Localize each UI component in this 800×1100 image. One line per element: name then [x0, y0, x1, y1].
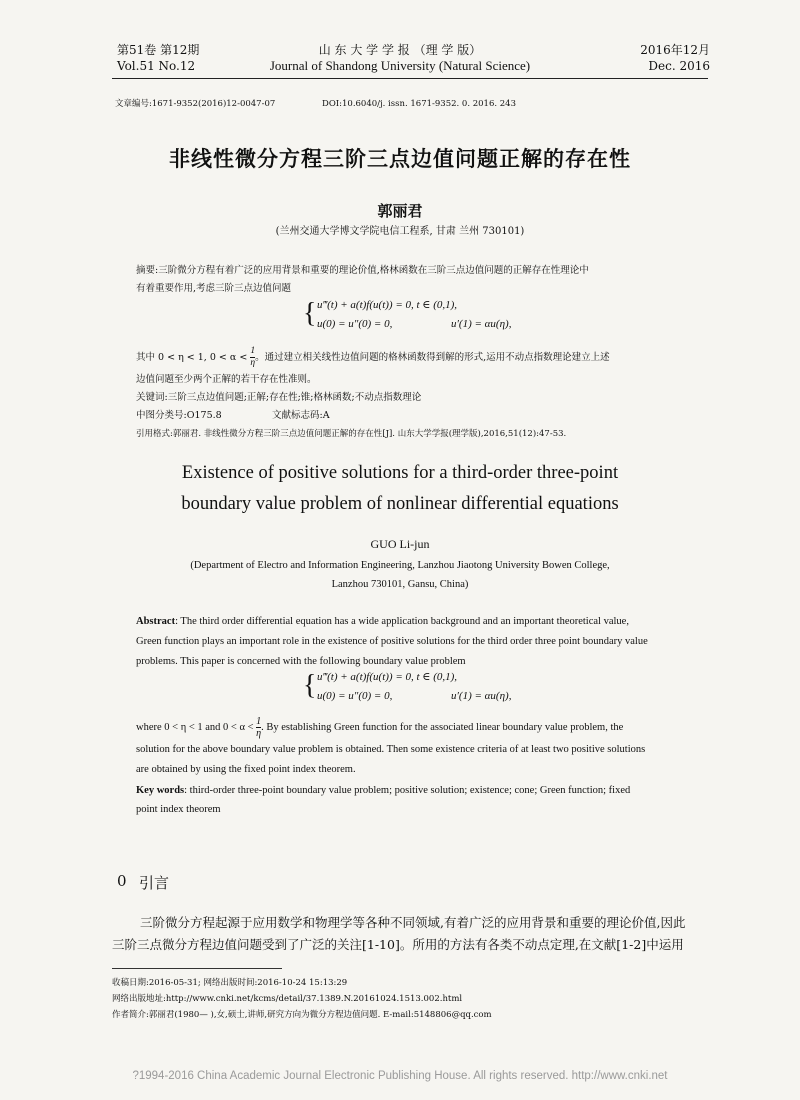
- affiliation-cn: (兰州交通大学博文学院电信工程系, 甘肃 兰州 730101): [275, 226, 525, 237]
- article-number: 文章编号:1671-9352(2016)12-0047-07: [115, 99, 276, 109]
- journal-name-en: Journal of Shandong University (Natural Science): [269, 58, 531, 73]
- footnote-author-bio: 作者简介:郭丽君(1980— ),女,硕士,讲师,研究方向为微分方程边值问题. E-mail:5148806@qq.com: [112, 1010, 492, 1020]
- journal-date-cn: 2016年12月: [640, 43, 710, 57]
- keywords-en-label: Key words: [136, 785, 185, 796]
- footnote-online-address: 网络出版地址:http://www.cnki.net/kcms/detail/37.1389.N.20161024.1513.002.html: [112, 994, 463, 1004]
- equation-line-2a: u(0) = u″(0) = 0,: [317, 318, 393, 330]
- keywords-en-line-2: point index theorem: [136, 804, 221, 815]
- header-rule: [112, 78, 708, 79]
- affiliation-en-line-1: (Department of Electro and Information Engineering, Lanzhou Jiaotong University Bowen College,: [190, 560, 610, 571]
- journal-volume-cn: 第51卷 第12期: [117, 43, 200, 57]
- equation-en-line-2a: u(0) = u″(0) = 0,: [317, 690, 393, 702]
- intro-line-1: 三阶微分方程起源于应用数学和物理学等各种不同领域,有着广泛的应用背景和重要的理论价值,因此: [140, 915, 686, 930]
- equation-line-2b: u′(1) = αu(η),: [451, 318, 512, 330]
- footnote-rule: [112, 968, 282, 969]
- section-number: 0: [117, 872, 127, 890]
- footnote-received: 收稿日期:2016-05-31; 网络出版时间:2016-10-24 15:13:29: [112, 978, 348, 988]
- equation-line-1: u‴(t) + a(t)f(u(t)) = 0, t ∈ (0,1),: [317, 299, 458, 311]
- author-en: GUO Li-jun: [370, 537, 430, 551]
- keywords-cn: 关键词:三阶三点边值问题;正解;存在性;锥;格林函数;不动点指数理论: [136, 392, 422, 403]
- journal-name-cn: 山 东 大 学 学 报 （理 学 版）: [318, 43, 482, 57]
- title-cn: 非线性微分方程三阶三点边值问题正解的存在性: [169, 146, 631, 171]
- abstract-en-line-4: [136, 716, 623, 739]
- equation-brace: {: [303, 298, 317, 329]
- equation-en-line-1: u‴(t) + a(t)f(u(t)) = 0, t ∈ (0,1),: [317, 671, 458, 683]
- abstract-cn-line-1: 摘要:三阶微分方程有着广泛的应用背景和重要的理论价值,格林函数在三阶三点边值问题的正解存在性理论中: [136, 265, 589, 276]
- intro-line-2: 三阶三点微分方程边值问题受到了广泛的关注[1-10]。所用的方法有各类不动点定理,在文献[1-2]中运用: [112, 937, 684, 952]
- abstract-en-method: . By establishing Green function for the associated linear boundary value problem, the: [261, 721, 624, 733]
- title-en-line-2: boundary value problem of nonlinear differential equations: [181, 494, 619, 514]
- abstract-cn-line-2: 有着重要作用,考虑三阶三点边值问题: [136, 283, 292, 294]
- abstract-en-line-2: Green function plays an important role in the existence of positive solutions for the third order three point boundary value: [136, 636, 648, 647]
- fraction-numerator: 1: [250, 346, 256, 356]
- fraction-en-numerator: 1: [256, 716, 262, 727]
- clc-number: 中图分类号:O175.8: [136, 410, 222, 421]
- affiliation-en-line-2: Lanzhou 730101, Gansu, China): [331, 579, 469, 590]
- title-en: [130, 458, 670, 520]
- abstract-en-label: Abstract: [136, 616, 176, 627]
- fraction-denominator: η: [250, 358, 256, 368]
- abstract-en-text-1: : The third order differential equation has a wide application background and an important theoretical value,: [175, 616, 629, 627]
- keywords-en-text: : third-order three-point boundary value problem; positive solution; existence; cone; Green function; fixed: [184, 785, 631, 796]
- abstract-en-line-5: solution for the above boundary value problem is obtained. Then some existence criteria of at least two positive solutions: [136, 744, 646, 755]
- affiliation-en: [150, 556, 650, 594]
- doi: DOI:10.6040/j. issn. 1671-9352. 0. 2016. 243: [322, 99, 516, 109]
- journal-date-en: Dec. 2016: [648, 59, 710, 73]
- abstract-cn-line-3: [136, 346, 610, 369]
- section-title: 引言: [139, 874, 170, 892]
- document-code: 文献标志码:A: [272, 410, 330, 421]
- equation-brace-en: {: [303, 670, 317, 701]
- journal-volume-en: Vol.51 No.12: [117, 59, 196, 73]
- abstract-cn-line-4: 边值问题至少两个正解的若干存在性准则。: [136, 374, 317, 385]
- abstract-en-line-6: are obtained by using the fixed point index theorem.: [136, 764, 356, 775]
- abstract-en-line-3: problems. This paper is concerned with the following boundary value problem: [136, 656, 466, 667]
- abstract-cn-condition: 其中 0 < η < 1, 0 < α <: [136, 352, 251, 363]
- abstract-en-condition: where 0 < η < 1 and 0 < α <: [136, 721, 257, 733]
- author-cn: 郭丽君: [377, 202, 423, 220]
- keywords-en: [136, 781, 630, 801]
- equation-en-line-2b: u′(1) = αu(η),: [451, 690, 512, 702]
- citation-format: 引用格式:郭丽君. 非线性微分方程三阶三点边值问题正解的存在性[J]. 山东大学学报(理学版),2016,51(12):47-53.: [136, 429, 567, 439]
- copyright-footer: ?1994-2016 China Academic Journal Electronic Publishing House. All rights reserved. http://www.cnki.net: [132, 1070, 668, 1082]
- abstract-en-line-1: [136, 612, 629, 632]
- title-en-line-1: Existence of positive solutions for a third-order three-point: [181, 463, 619, 483]
- fraction-en-denominator: η: [256, 728, 262, 739]
- abstract-cn-method: 。通过建立相关线性边值问题的格林函数得到解的形式,运用不动点指数理论建立上述: [255, 352, 610, 363]
